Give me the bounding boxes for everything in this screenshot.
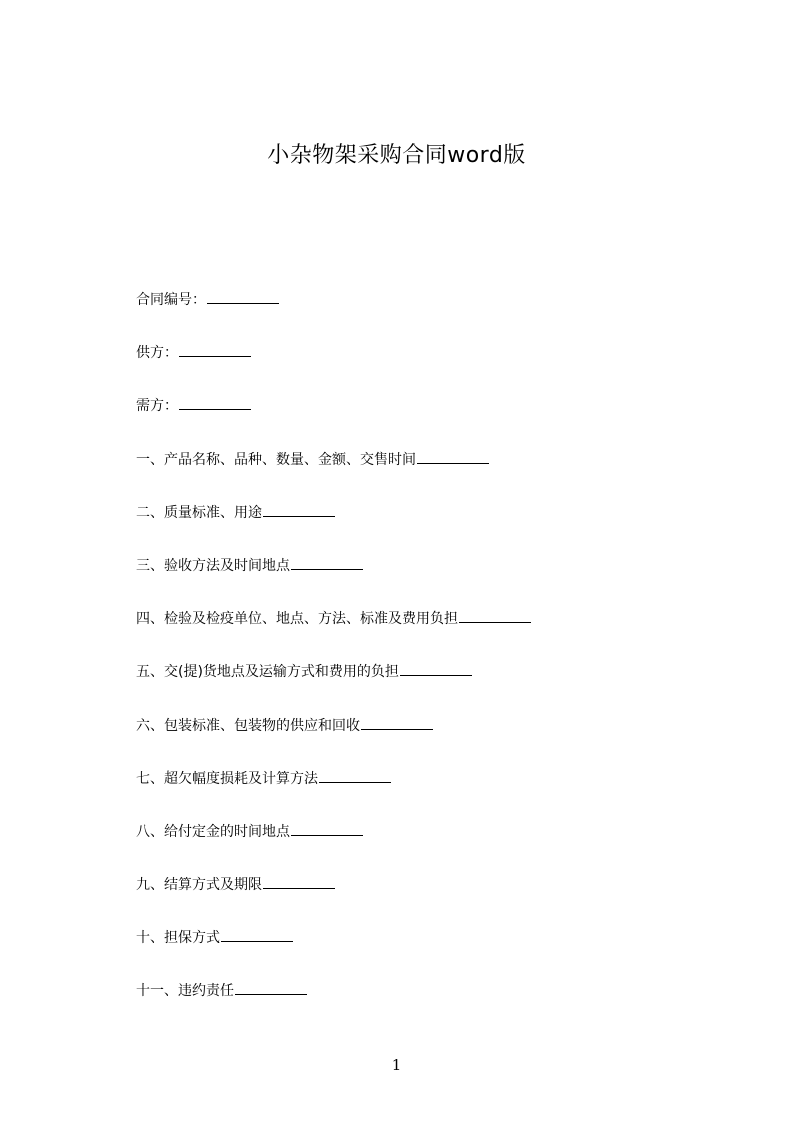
clause-line [136, 660, 696, 713]
buyer-line [136, 394, 696, 447]
line-text: 十一、违约责任 [136, 983, 234, 1000]
fill-in-blank [417, 448, 489, 464]
line-text: 六、包装标准、包装物的供应和回收 [136, 717, 360, 734]
clause-line [136, 501, 696, 554]
line-text: 合同编号： [136, 292, 206, 308]
line-text: 九、结算方式及期限 [136, 877, 262, 894]
clause-line [136, 767, 696, 820]
fill-in-blank [179, 341, 251, 357]
fill-in-blank [263, 501, 335, 517]
line-text: 一、产品名称、品种、数量、金额、交售时间 [136, 451, 416, 468]
fill-in-blank [291, 554, 363, 570]
line-text: 需方： [136, 398, 178, 415]
supplier-line [136, 341, 696, 394]
fill-in-blank [263, 873, 335, 889]
line-text: 二、质量标准、用途 [136, 504, 262, 521]
fill-in-blank [179, 394, 251, 410]
clause-line [136, 979, 696, 1032]
clause-line [136, 714, 696, 767]
fill-in-blank [235, 979, 307, 995]
line-text: 八、给付定金的时间地点 [136, 823, 290, 840]
line-text: 十、担保方式 [136, 930, 220, 947]
contract-number-line [136, 288, 696, 341]
fill-in-blank [459, 607, 531, 623]
fill-in-blank [319, 767, 391, 783]
document-title: 小杂物架采购合同word版 [267, 143, 526, 168]
fill-in-blank [400, 660, 472, 676]
fill-in-blank [207, 288, 279, 304]
fill-in-blank [221, 926, 293, 942]
line-text: 五、交(提)货地点及运输方式和费用的负担 [136, 664, 399, 681]
fill-in-blank [361, 714, 433, 730]
clause-line [136, 448, 696, 501]
clause-line [136, 873, 696, 926]
line-text: 三、验收方法及时间地点 [136, 557, 290, 574]
clause-line [136, 926, 696, 979]
fill-in-blank [291, 820, 363, 836]
line-text: 七、超欠幅度损耗及计算方法 [136, 770, 318, 787]
clause-line [136, 820, 696, 873]
clause-line [136, 607, 696, 660]
clause-line [136, 554, 696, 607]
line-text: 四、检验及检疫单位、地点、方法、标准及费用负担 [136, 611, 458, 628]
contract-clause-list [136, 288, 696, 1033]
page-number: 1 [391, 1056, 402, 1074]
line-text: 供方： [136, 345, 178, 362]
